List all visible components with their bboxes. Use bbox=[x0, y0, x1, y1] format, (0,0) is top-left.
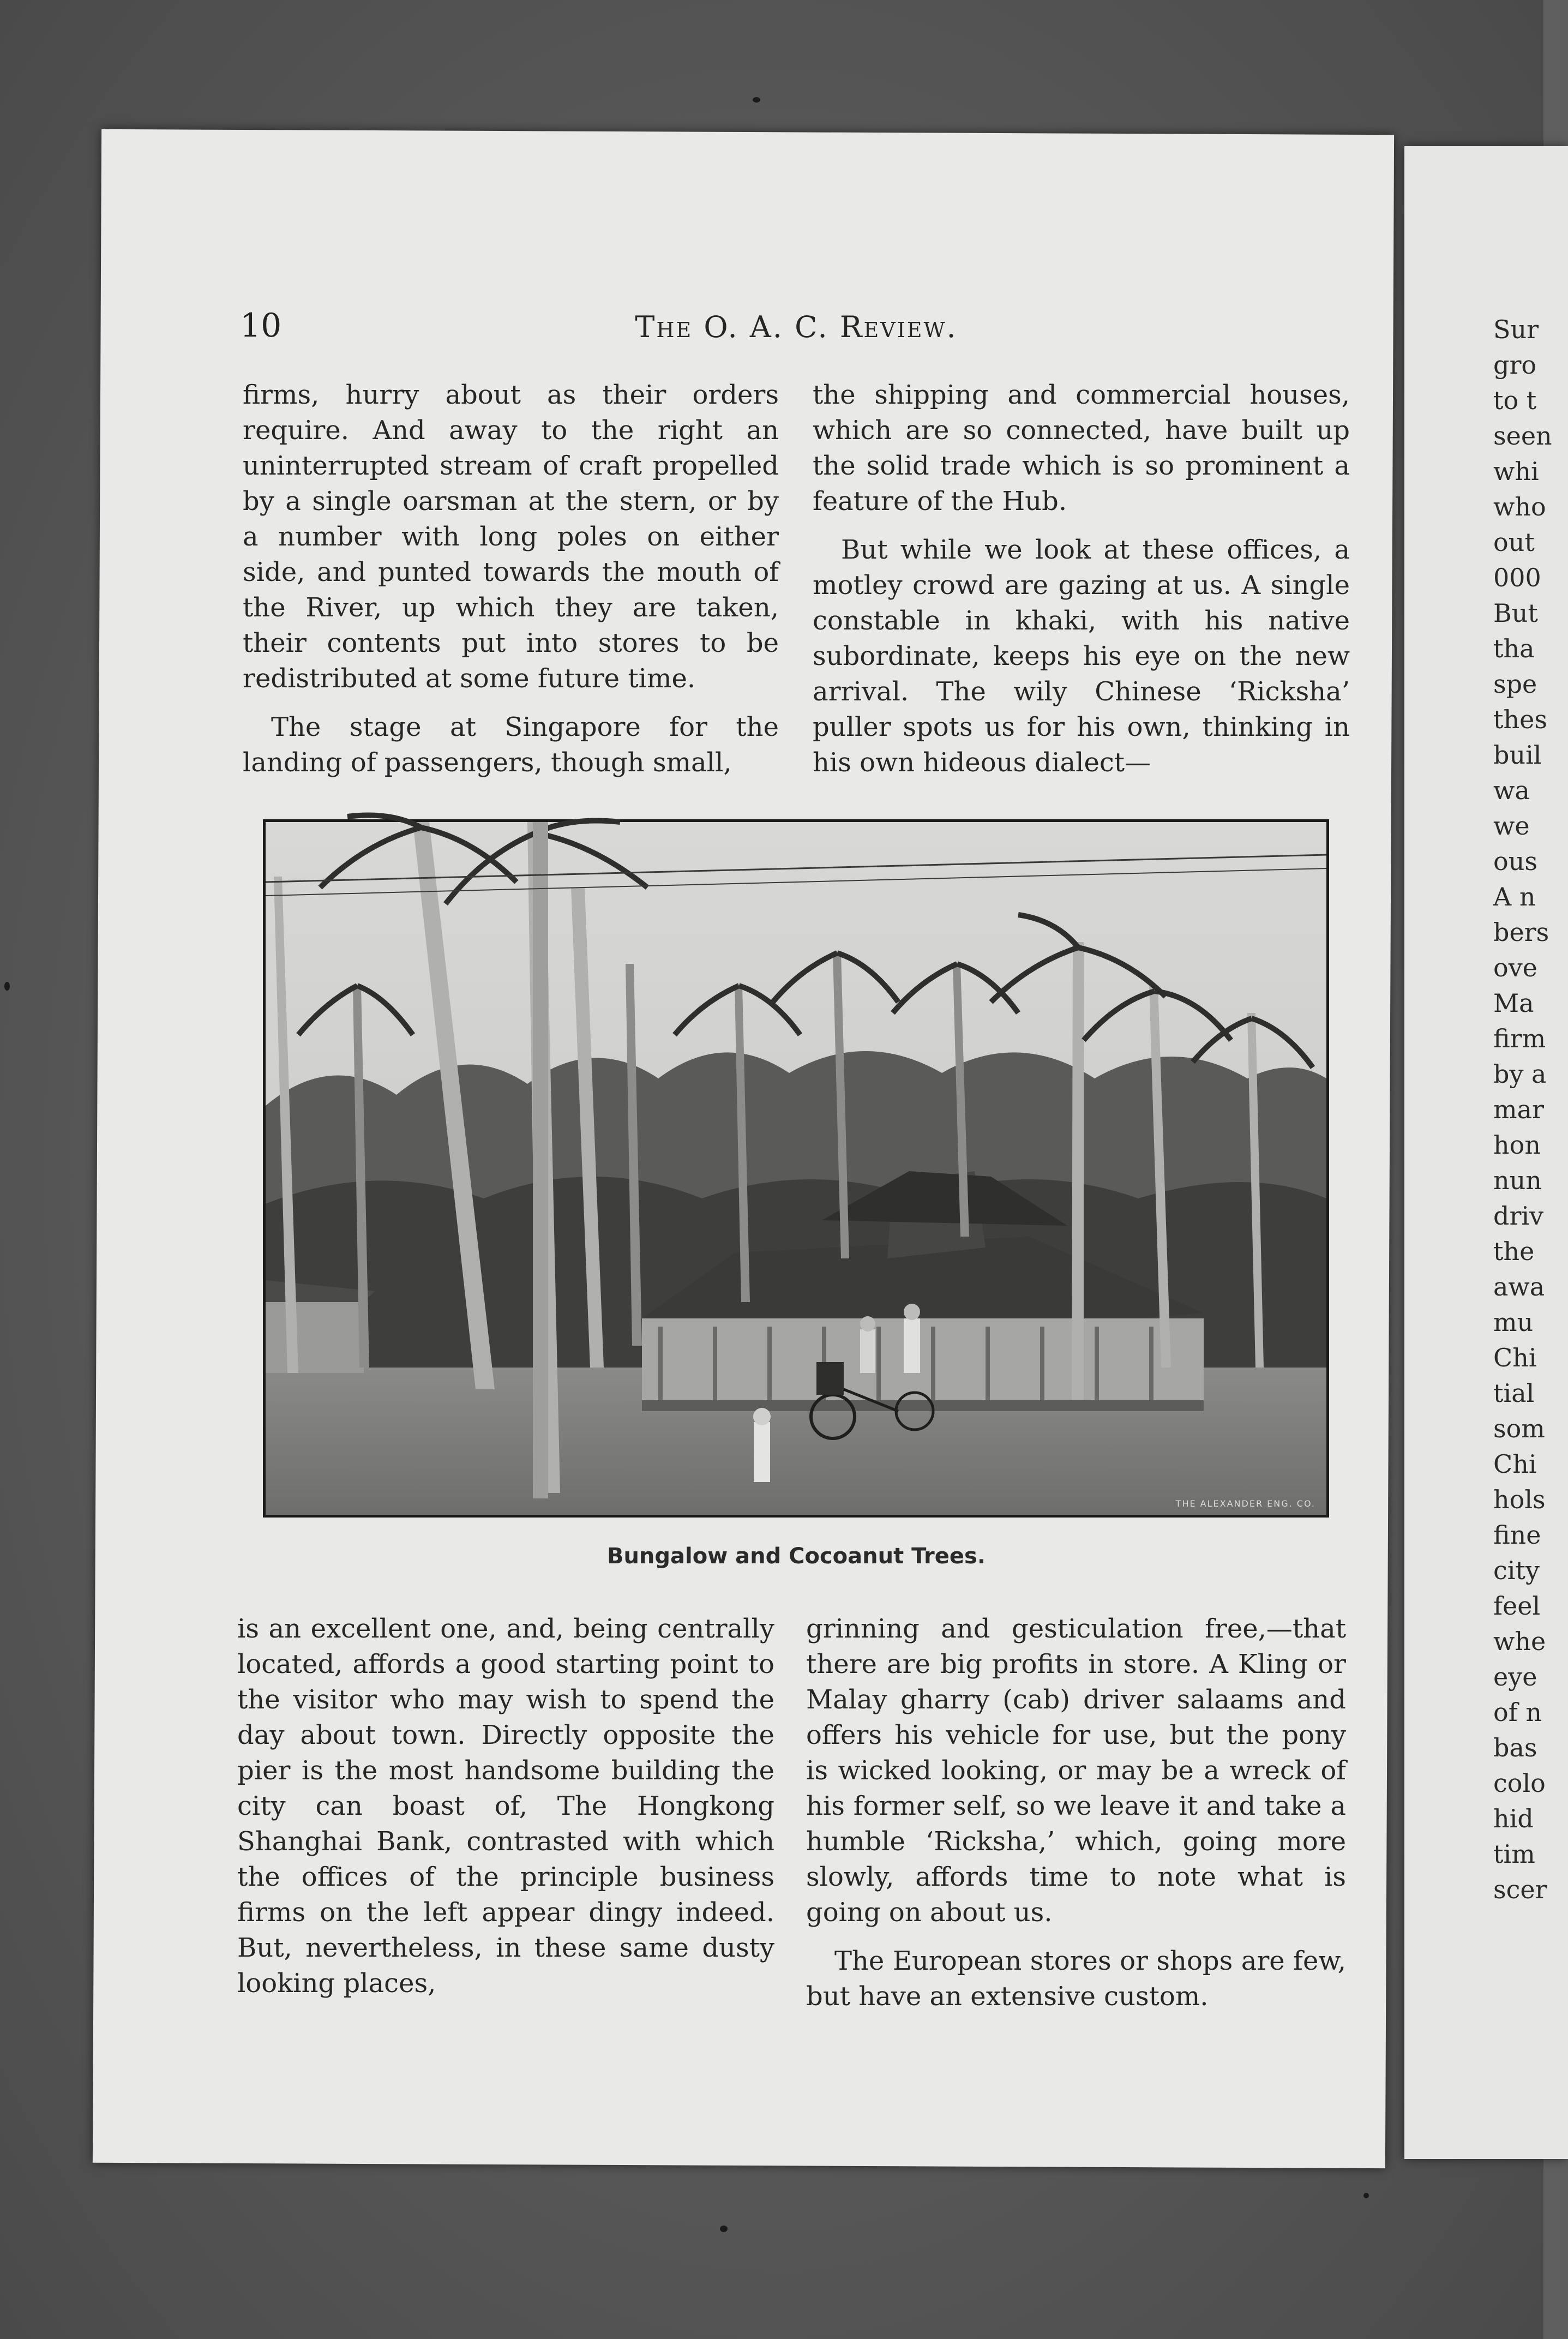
facing-page-line: wa bbox=[1493, 776, 1530, 805]
running-title: The O. A. C. Review. bbox=[635, 310, 958, 344]
facing-page-line: Chi bbox=[1493, 1343, 1537, 1372]
facing-page-line: feel bbox=[1493, 1591, 1541, 1621]
facing-page-line: tim bbox=[1493, 1839, 1535, 1869]
facing-page-line: spe bbox=[1493, 669, 1537, 699]
page-header bbox=[240, 307, 1353, 350]
facing-page-line: bas bbox=[1493, 1733, 1537, 1762]
facing-page-line: hols bbox=[1493, 1485, 1546, 1514]
facing-page-line: thes bbox=[1493, 705, 1547, 734]
paragraph: the shipping and commercial houses, which are so connected, have built up the solid trade which is so prominent a feature of the Hub. bbox=[813, 380, 1350, 517]
facing-page-line: city bbox=[1493, 1556, 1540, 1585]
facing-page-line: eye bbox=[1493, 1662, 1537, 1692]
facing-page-line: out bbox=[1493, 527, 1535, 557]
paragraph: grinning and gesticulation free,—that there are big profits in store. A Kling or Malay gharry (cab) driver salaams and offers his vehicle for use, but the pony is wicked looking, or may be a wreck of his former self, so we leave it and take a humble ‘Ricksha,’ which, going more slowly, affords time to note what is going on about us. bbox=[806, 1614, 1346, 1928]
facing-page-line: we bbox=[1493, 811, 1530, 841]
facing-page-line: 000 bbox=[1493, 563, 1541, 592]
facing-page-line: nun bbox=[1493, 1166, 1542, 1195]
page-number: 10 bbox=[240, 307, 282, 345]
facing-page-line: ous bbox=[1493, 847, 1537, 876]
facing-page-text bbox=[1493, 312, 1559, 1908]
facing-page-line: A n bbox=[1493, 882, 1536, 911]
facing-page-line: hid bbox=[1493, 1804, 1534, 1833]
facing-page-line: by a bbox=[1493, 1059, 1547, 1089]
facing-page-line: bers bbox=[1493, 917, 1549, 947]
column-bottom-right bbox=[806, 1611, 1346, 2028]
facing-page-line: tial bbox=[1493, 1378, 1535, 1408]
facing-page-line: But bbox=[1493, 598, 1538, 628]
paragraph: firms, hurry about as their orders require. And away to the right an uninterrupted stream of craft propelled by a single oarsman at the stern, or by a number with long poles on either side, and punted towards the mouth of the River, up which they are taken, their contents put into stores to be redistributed at some future time. bbox=[243, 380, 779, 694]
column-top-right bbox=[813, 377, 1350, 794]
facing-page-line: firm bbox=[1493, 1024, 1546, 1053]
facing-page-line: scer bbox=[1493, 1875, 1547, 1904]
dust-speck bbox=[720, 2226, 728, 2232]
facing-page-line: whe bbox=[1493, 1627, 1546, 1656]
facing-page-line: who bbox=[1493, 492, 1546, 521]
dust-speck bbox=[1363, 2193, 1369, 2198]
facing-page-line: Sur bbox=[1493, 315, 1539, 344]
facing-page-line: hon bbox=[1493, 1130, 1541, 1160]
engraver-credit: THE ALEXANDER ENG. CO. bbox=[1175, 1498, 1315, 1509]
facing-page-line: buil bbox=[1493, 740, 1542, 770]
facing-page-line: seen bbox=[1493, 421, 1552, 451]
dust-speck bbox=[4, 982, 10, 991]
paragraph: The stage at Singapore for the landing of passengers, though small, bbox=[243, 712, 779, 778]
figure-caption: Bungalow and Cocoanut Trees. bbox=[606, 1544, 986, 1569]
dust-speck bbox=[753, 97, 760, 103]
facing-page-line: som bbox=[1493, 1414, 1545, 1443]
column-top-left bbox=[243, 377, 779, 794]
facing-page-line: Chi bbox=[1493, 1449, 1537, 1479]
facing-page-line: mu bbox=[1493, 1308, 1534, 1337]
facing-page-line: awa bbox=[1493, 1272, 1545, 1302]
paragraph: The European stores or shops are few, but have an extensive custom. bbox=[806, 1946, 1346, 2012]
facing-page-line: whi bbox=[1493, 457, 1539, 486]
facing-page-line: to t bbox=[1493, 386, 1537, 415]
facing-page-line: the bbox=[1493, 1237, 1535, 1266]
bungalow-photograph bbox=[263, 819, 1329, 1518]
facing-page-line: ove bbox=[1493, 953, 1537, 982]
column-bottom-left bbox=[237, 1611, 774, 2014]
facing-page-line: fine bbox=[1493, 1520, 1541, 1550]
facing-page-line: colo bbox=[1493, 1768, 1546, 1798]
facing-page-line: mar bbox=[1493, 1095, 1545, 1124]
facing-page-line: of n bbox=[1493, 1698, 1542, 1727]
paragraph: But while we look at these offices, a motley crowd are gazing at us. A single constable in khaki, with his native subordinate, keeps his eye on the new arrival. The wily Chinese ‘Ricksha’ puller spots us for his own, thinking in his own hideous dialect— bbox=[813, 535, 1350, 778]
facing-page-line: Ma bbox=[1493, 988, 1534, 1018]
facing-page-line: gro bbox=[1493, 350, 1537, 380]
facing-page-line: tha bbox=[1493, 634, 1535, 663]
paragraph: is an excellent one, and, being centrally located, affords a good starting point to the visitor who may wish to spend the day about town. Directly opposite the pier is the most handsome building the city can boast of, The Hongkong Shanghai Bank, contrasted with which the offices of the principle business firms on the left appear dingy indeed. But, nevertheless, in these same dusty looking places, bbox=[237, 1614, 774, 1999]
facing-page-line: driv bbox=[1493, 1201, 1544, 1231]
